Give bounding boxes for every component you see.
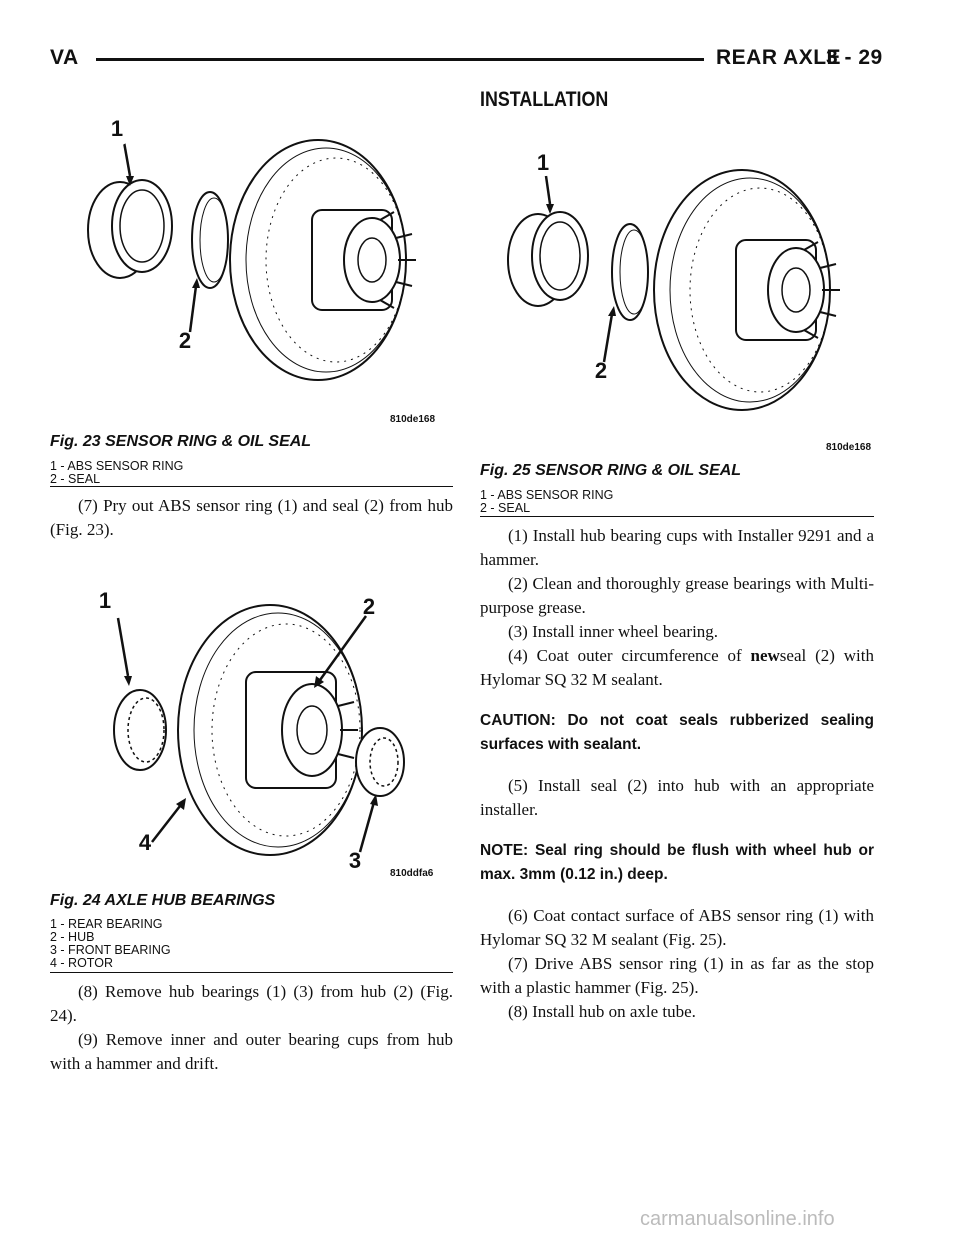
fig25-callout-2: 2 [594, 358, 608, 383]
fig24-legend [50, 918, 171, 970]
fig25-legend-item: 2 - SEAL [480, 501, 531, 515]
fig23-callout-1: 1 [102, 116, 132, 146]
left-step-7-text: (7) Pry out ABS sensor ring (1) and seal (2) from hub (Fig. 23). [50, 496, 453, 539]
install-step-6: (6) Coat contact surface of ABS sensor ring (1) with Hylomar SQ 32 M sealant (Fig. 25). [480, 906, 874, 949]
fig23-title: Fig. 23 SENSOR RING & OIL SEAL [50, 433, 312, 450]
fig23-illustration [50, 110, 450, 430]
header-left: VA [50, 46, 79, 69]
fig25-rule [480, 516, 874, 517]
left-step-9-text: (9) Remove inner and outer bearing cups from hub with a hammer and drift. [50, 1030, 453, 1073]
installation-steps [480, 524, 874, 1024]
fig24-legend-item: 2 - HUB [50, 930, 95, 944]
fig25-legend-item: 1 - ABS SENSOR RING [480, 488, 614, 502]
left-steps-8-9 [50, 980, 453, 1076]
fig24-callout-3: 3 [348, 848, 362, 873]
fig23-legend-item: 1 - ABS SENSOR RING [50, 459, 184, 473]
fig25-illustration [480, 140, 880, 450]
fig24-title: Fig. 24 AXLE HUB BEARINGS [50, 892, 276, 909]
fig24-rule [50, 972, 453, 973]
footer-watermark: carmanualsonline.info [640, 1208, 835, 1230]
install-step-1: (1) Install hub bearing cups with Installer 9291 and a hammer. [480, 526, 874, 569]
fig24-drawing [50, 580, 450, 880]
fig25-legend [480, 489, 613, 515]
header-rule [96, 58, 704, 61]
note-text: NOTE: Seal ring should be flush with wheel hub or max. 3mm (0.12 in.) deep. [480, 842, 874, 883]
fig24-legend-item: 4 - ROTOR [50, 956, 113, 970]
left-step-8-text: (8) Remove hub bearings (1) (3) from hub (2) (Fig. 24). [50, 982, 453, 1025]
fig25-drawing [480, 140, 880, 450]
install-step-2: (2) Clean and thoroughly grease bearings with Multi-purpose grease. [480, 574, 874, 617]
install-step-3: (3) Install inner wheel bearing. [508, 622, 719, 641]
header-section: REAR AXLE [716, 46, 842, 69]
fig24-callout-1: 1 [98, 588, 112, 613]
new-emphasis: new [750, 646, 780, 665]
fig24-illustration [50, 580, 450, 880]
fig23-drawing [50, 110, 450, 430]
fig23-code: 810de168 [390, 414, 436, 425]
fig24-legend-item: 1 - REAR BEARING [50, 917, 163, 931]
fig24-legend-item: 3 - FRONT BEARING [50, 943, 171, 957]
fig24-callout-4: 4 [138, 830, 152, 855]
install-step-5: (5) Install seal (2) into hub with an appropriate installer. [480, 776, 874, 819]
header-page-number: 3 - 29 [826, 46, 883, 69]
fig25-title: Fig. 25 SENSOR RING & OIL SEAL [480, 462, 742, 479]
install-step-4: (4) Coat outer circumference of newseal (2) with Hylomar SQ 32 M sealant. [480, 646, 874, 689]
fig24-code: 810ddfa6 [390, 868, 434, 879]
install-step-8: (8) Install hub on axle tube. [508, 1002, 696, 1021]
fig25-code: 810de168 [826, 442, 872, 453]
install-step-7: (7) Drive ABS sensor ring (1) in as far as the stop with a plastic hammer (Fig. 25). [480, 954, 874, 997]
fig23-rule [50, 486, 453, 487]
installation-heading: INSTALLATION [480, 88, 609, 111]
fig23-callout-2: 2 [178, 328, 192, 353]
left-step-7 [50, 494, 453, 542]
fig24-callout-2: 2 [362, 594, 376, 619]
caution-text: CAUTION: Do not coat seals rubberized sealing surfaces with sealant. [480, 712, 874, 753]
fig23-legend [50, 460, 183, 486]
fig25-callout-1: 1 [536, 150, 550, 175]
fig23-legend-item: 2 - SEAL [50, 472, 101, 486]
